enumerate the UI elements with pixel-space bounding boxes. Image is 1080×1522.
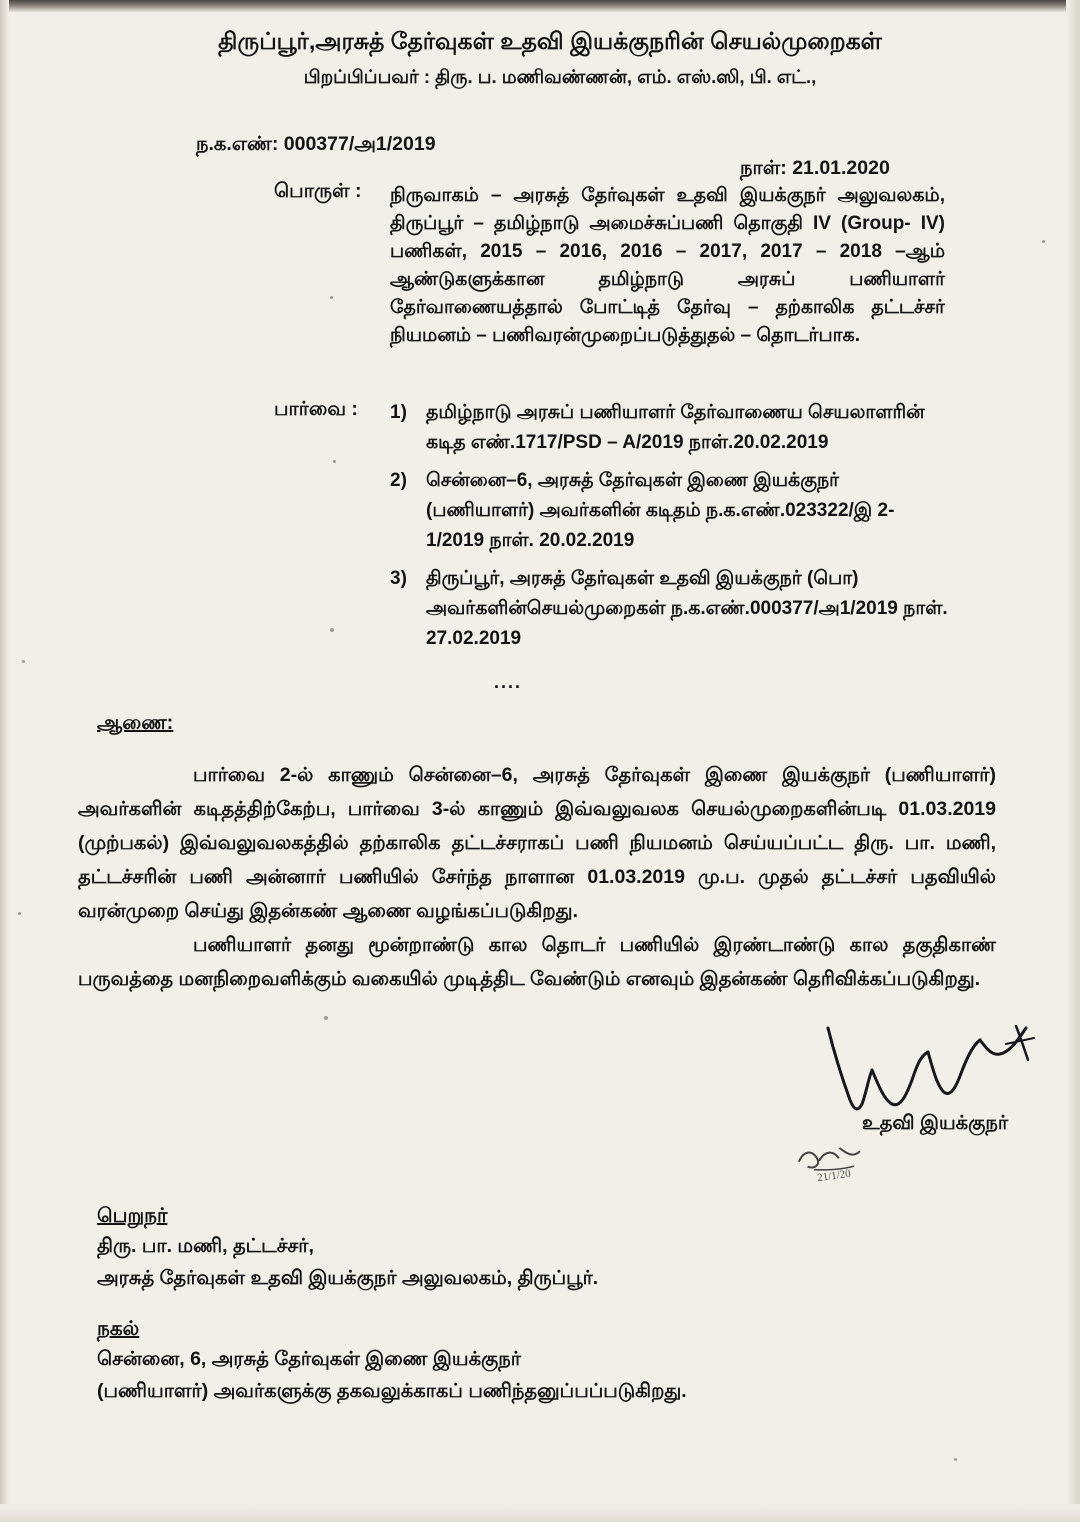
file-reference-number: ந.க.எண்: 000377/அ1/2019: [196, 133, 436, 155]
reference-item-number: 3): [390, 568, 407, 589]
section-separator: ....: [494, 672, 523, 692]
copy-to-label: நகல்: [97, 1318, 140, 1340]
signature-date-stamp: [793, 1134, 888, 1186]
order-label: ஆணை:: [97, 712, 174, 734]
copy-to-line-2: (பணியாளர்) அவர்களுக்கு தகவலுக்காகப் பணிந்தனுப்பப்படுகிறது.: [97, 1380, 687, 1402]
subject-label: பொருள் :: [274, 180, 362, 202]
document-date: நாள்: 21.01.2020: [740, 157, 890, 179]
copy-to-line-1: சென்னை, 6, அரசுத் தேர்வுகள் இணை இயக்குநர்: [97, 1348, 521, 1370]
order-paragraph-1: பார்வை 2-ல் காணும் சென்னை–6, அரசுத் தேர்வுகள் இணை இயக்குநர் (பணியாளர்) அவர்களின் கடிதத்திற்கேற்ப, பார்வை 3-ல் காணும் இவ்வலுவலக செயல்முறைகளின்படி 01.03.2019 (முற்பகல்) இவ்வலுவலகத்தில் தற்காலிக தட்டச்சராகப் பணி நியமனம் செய்யப்பட்ட திரு. பா. மணி, தட்டச்சரின் பணி அன்னார் பணியில் சேர்ந்த நாளான 01.03.2019 மு.ப. முதல் தட்டச்சர் பதவியில் வரன்முறை செய்து இதன்கண் ஆணை வழங்கப்படுகிறது.: [78, 764, 996, 922]
references-list: [390, 398, 950, 662]
reference-item-text: தமிழ்நாடு அரசுப் பணியாளர் தேர்வாணைய செயலாளரின் கடித எண்.1717/PSD – A/2019 நாள்.20.02.2019: [426, 402, 925, 453]
order-paragraph-2: பணியாளர் தனது மூன்றாண்டு கால தொடர் பணியில் இரண்டாண்டு கால தகுதிகாண் பருவத்தை மனநிறைவளிக்கும் வகையில் முடித்திட வேண்டும் எனவும் இதன்கண் தெரிவிக்கப்படுகிறது.: [78, 934, 996, 990]
signatory-designation: உதவி இயக்குநர்: [862, 1112, 1009, 1134]
reference-item-number: 1): [390, 402, 407, 423]
reference-item-number: 2): [390, 470, 407, 491]
document-header-line-2: பிறப்பிப்பவர் : திரு. ப. மணிவண்ணன், எம். எஸ்.ஸி, பி. எட்.,: [303, 66, 817, 87]
reference-item-text: திருப்பூர், அரசுத் தேர்வுகள் உதவி இயக்குநர் (பொ) அவர்களின்செயல்முறைகள் ந.க.எண்.000377/அ1/2019 நாள். 27.02.2019: [426, 568, 948, 649]
recipient-line-1: திரு. பா. மணி, தட்டச்சர்,: [97, 1235, 314, 1257]
recipient-line-2: அரசுத் தேர்வுகள் உதவி இயக்குநர் அலுவலகம், திருப்பூர்.: [97, 1267, 599, 1289]
reference-item: [390, 398, 950, 458]
document-header-line-1: திருப்பூர்,அரசுத் தேர்வுகள் உதவி இயக்குநரின் செயல்முறைகள்: [218, 28, 882, 54]
svg-text:21/1/20: 21/1/20: [816, 1167, 852, 1185]
references-label: பார்வை :: [274, 398, 358, 420]
recipient-label: பெறுநர்: [97, 1205, 168, 1227]
handwritten-signature: [820, 1022, 1050, 1122]
subject-text: நிருவாகம் – அரசுத் தேர்வுகள் உதவி இயக்குநர் அலுவலகம், திருப்பூர் – தமிழ்நாடு அமைச்சுப்பணி தொகுதி IV (Group- IV) பணிகள், 2015 – 2016, 2016 – 2017, 2017 – 2018 –ஆம் ஆண்டுகளுக்கான தமிழ்நாடு அரசுப் பணியாளர் தேர்வாணையத்தால் போட்டித் தேர்வு – தற்காலிக தட்டச்சர் நியமனம் – பணிவரன்முறைப்படுத்துதல் – தொடர்பாக.: [390, 185, 945, 346]
reference-item: [390, 564, 950, 654]
reference-item-text: சென்னை–6, அரசுத் தேர்வுகள் இணை இயக்குநர் (பணியாளர்) அவர்களின் கடிதம் ந.க.எண்.023322/இ 2-1/2019 நாள். 20.02.2019: [426, 470, 895, 551]
reference-item: [390, 466, 950, 556]
